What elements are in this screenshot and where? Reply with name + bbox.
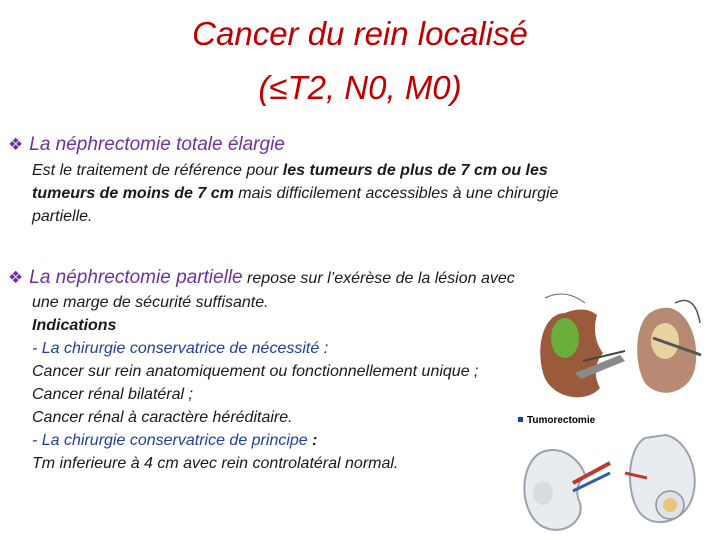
indication-item: Tm inferieure à 4 cm avec rein controlatéral normal. [32, 455, 399, 472]
necessity-label: - La chirurgie conservatrice de nécessité [32, 340, 320, 357]
principle-label: - La chirurgie conservatrice de principe [32, 432, 308, 449]
margin-line: une marge de sécurité suffisante. [32, 294, 269, 311]
section-partial-body: une marge de sécurité suffisante. Indications - La chirurgie conservatrice de nécessité : Cancer sur rein anatomiquement ou fonctionnellement unique ; Cancer rénal bilatéral ; Cancer rénal à caractère héréditaire. - La chirurgie conservatrice de principe : Tm inferieure à 4 cm avec rein controlatéral normal. [32, 291, 592, 475]
page-subtitle: (≤T2, N0, M0) [258, 69, 462, 106]
page-title: Cancer du rein localisé [192, 15, 528, 52]
section-heading-partial: ❖ La néphrectomie partielle repose sur l’exérèse de la lésion avec [8, 267, 515, 288]
partial-nephrectomy-illustration [525, 283, 713, 413]
indication-item: Cancer rénal bilatéral ; [32, 386, 193, 403]
section-total-paragraph: Est le traitement de référence pour les tumeurs de plus de 7 cm ou les tumeurs de moins de 7 cm mais difficilement accessibles à une chirurgie partielle. [32, 162, 559, 225]
indication-item: Cancer rénal à caractère héréditaire. [32, 409, 293, 426]
indications-label: Indications [32, 317, 117, 334]
section-heading-total: ❖ La néphrectomie totale élargie [8, 134, 285, 155]
tumorectomy-illustration [515, 413, 713, 538]
tumorectomy-caption: Tumorectomie [527, 415, 596, 426]
indication-item: Cancer sur rein anatomiquement ou fonctionnellement unique ; [32, 363, 479, 380]
diamond-bullet-icon: ❖ [8, 268, 24, 287]
diamond-bullet-icon: ❖ [8, 135, 24, 154]
